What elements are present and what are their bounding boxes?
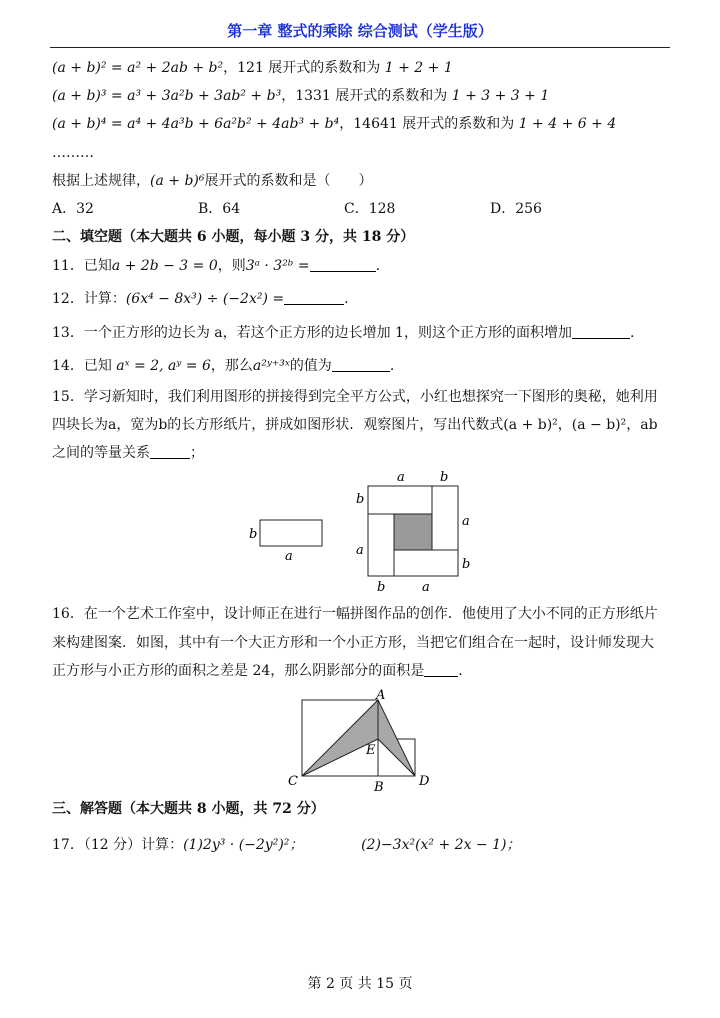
q11-end: . — [375, 258, 381, 274]
q15-line-2: 四块长为a，宽为b的长方形纸片，拼成如图形状．观察图片，写出代数式(a + b)²，(a − b)²，ab — [52, 417, 658, 433]
section-3-title: 三、解答题（本大题共 8 小题，共 72 分） — [52, 801, 325, 817]
intro-line-2 — [52, 86, 549, 106]
q13-end: . — [629, 325, 635, 341]
q11-num: 11．已知 — [52, 258, 112, 274]
intro-text-3: ，14641 展开式的系数和为 — [339, 116, 519, 132]
q10-text-a: 根据上述规律， — [52, 173, 150, 189]
header-divider — [50, 47, 670, 48]
big-top-a-label: a — [397, 470, 405, 485]
q13-text: 13．一个正方形的边长为 a，若这个正方形的边长增加 1，则这个正方形的面积增加 — [52, 325, 572, 341]
big-left-b-label: b — [356, 492, 365, 507]
q10-text-b: 展开式的系数和是（ ） — [204, 173, 373, 189]
q15-end: ； — [190, 445, 204, 461]
q17-part-1: (1)2y³ · (−2y²)²； — [183, 837, 304, 853]
big-right-a-label: a — [462, 514, 470, 529]
option-d[interactable]: D．256 — [490, 201, 542, 217]
q10-options — [52, 199, 542, 219]
option-c[interactable]: C．128 — [344, 201, 396, 217]
big-bottom-a-label: a — [422, 580, 430, 595]
q16-end: ． — [458, 663, 473, 679]
q15-figure — [240, 468, 480, 598]
section-2-title: 二、填空题（本大题共 6 小题，每小题 3 分，共 18 分） — [52, 229, 415, 245]
q15-line-3-text: 之间的等量关系 — [52, 445, 150, 461]
q14-expr: aˣ = 2, aʸ = 6 — [116, 358, 211, 374]
intro-line-1 — [52, 58, 453, 78]
q15-line-1: 15．学习新知时，我们利用图形的拼接得到完全平方公式，小红也想探究一下图形的奥秘，她利用 — [52, 389, 658, 405]
big-left-a-label: a — [356, 543, 364, 558]
q11-expr2: 3ᵃ · 3²ᵇ = — [245, 258, 310, 274]
point-a-label: A — [376, 688, 386, 703]
q14-answer-blank[interactable] — [332, 357, 390, 372]
intro-line-3 — [52, 114, 616, 134]
document-header-title: 第一章 整式的乘除 综合测试（学生版） — [227, 22, 493, 40]
q14-mid: ，那么 — [210, 358, 253, 374]
intro-formula-1: (a + b)² = a² + 2ab + b² — [52, 60, 224, 76]
q11-expr: a + 2b − 3 = 0 — [111, 258, 218, 274]
q15-answer-blank[interactable] — [150, 444, 190, 459]
intro-sum-3: 1 + 4 + 6 + 4 — [518, 116, 617, 132]
option-b[interactable]: B．64 — [198, 201, 241, 217]
big-top-b-label: b — [440, 470, 449, 485]
q14-expr2: a²ʸ⁺³ˣ — [252, 358, 290, 374]
point-d-label: D — [419, 774, 430, 789]
shaded-inner-square — [394, 514, 432, 550]
point-b-label: B — [374, 780, 384, 795]
point-e-label: E — [366, 743, 376, 758]
q16-answer-blank[interactable] — [424, 662, 458, 677]
point-c-label: C — [288, 774, 298, 789]
q10-formula: (a + b)⁶ — [150, 173, 205, 189]
q11-answer-blank[interactable] — [310, 257, 376, 272]
q14-end: . — [389, 358, 395, 374]
q16-line-1: 16．在一个艺术工作室中，设计师正在进行一幅拼图作品的创作．他使用了大小不同的正方形纸片 — [52, 606, 658, 622]
intro-formula-3: (a + b)⁴ = a⁴ + 4a³b + 6a²b² + 4ab³ + b⁴ — [52, 116, 340, 132]
single-rectangle — [260, 520, 322, 546]
big-right-b-label: b — [462, 557, 471, 572]
q11 — [52, 256, 380, 276]
q12-expr: (6x⁴ − 8x³) ÷ (−2x²) = — [125, 291, 285, 307]
q14 — [52, 356, 394, 376]
q16-line-2: 来构建图案．如图，其中有一个大正方形和一个小正方形，当把它们组合在一起时，设计师发现大 — [52, 635, 654, 651]
single-rect-b-label: b — [249, 527, 258, 542]
intro-text-1: ，121 展开式的系数和为 — [223, 60, 385, 76]
big-bottom-b-label: b — [377, 580, 386, 595]
q12 — [52, 289, 349, 309]
intro-sum-2: 1 + 3 + 3 + 1 — [451, 88, 550, 104]
q12-end: . — [344, 291, 349, 307]
option-a[interactable]: A．32 — [52, 201, 94, 217]
q16-line-3-text: 正方形与小正方形的面积之差是 24，那么阴影部分的面积是 — [52, 663, 425, 679]
intro-text-2: ，1331 展开式的系数和为 — [281, 88, 452, 104]
shaded-region — [302, 700, 415, 776]
q17 — [52, 835, 520, 855]
intro-formula-2: (a + b)³ = a³ + 3a²b + 3ab² + b³ — [52, 88, 282, 104]
q15-line-3 — [52, 443, 204, 463]
q17-part-2: (2)−3x²(x² + 2x − 1)； — [361, 837, 521, 853]
q17-num: 17．（12 分）计算： — [52, 837, 184, 853]
intro-sum-1: 1 + 2 + 1 — [384, 60, 453, 76]
q16-figure — [280, 688, 440, 796]
q12-num: 12．计算： — [52, 291, 126, 307]
q11-mid: ，则 — [217, 258, 246, 274]
q10-question — [52, 171, 372, 191]
single-rect-a-label: a — [285, 549, 293, 564]
q14-tail: 的值为 — [289, 358, 332, 374]
q12-answer-blank[interactable] — [284, 290, 344, 305]
intro-dots: ……… — [52, 145, 94, 161]
q14-num: 14．已知 — [52, 358, 117, 374]
q13-answer-blank[interactable] — [572, 324, 630, 339]
q13 — [52, 323, 634, 343]
page-number: 第 2 页 共 15 页 — [307, 976, 413, 992]
q16-line-3 — [52, 661, 472, 681]
